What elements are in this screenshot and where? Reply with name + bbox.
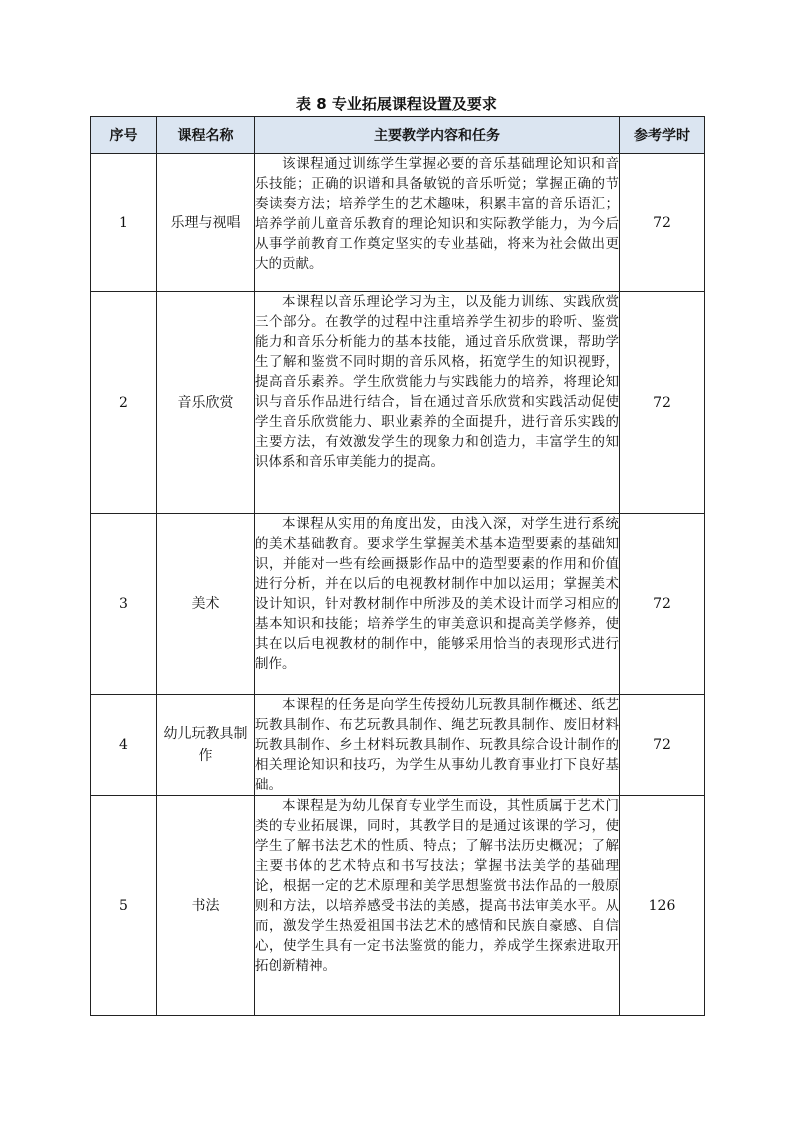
table-row [91,796,705,1016]
row-course-name: 幼儿玩教具制作 [157,695,255,796]
row-content-cell [255,154,620,292]
row-index: 3 [91,514,157,695]
row-hours: 126 [620,796,705,1016]
table-row [91,695,705,796]
course-table [90,116,705,1016]
row-index: 4 [91,695,157,796]
row-index: 5 [91,796,157,1016]
table-row [91,154,705,292]
row-content: 该课程通过训练学生掌握必要的音乐基础理论知识和音乐技能；正确的识谱和具备敏锐的音乐听觉；掌握正确的节奏读奏方法；培养学生的艺术趣味，积累丰富的音乐语汇；培养学前儿童音乐教育的理论知识和实际教学能力，为今后从事学前教育工作奠定坚实的专业基础，将来为社会做出更大的贡献。 [255,156,619,272]
row-hours: 72 [620,514,705,695]
row-course-name: 乐理与视唱 [157,154,255,292]
row-index: 2 [91,292,157,514]
table-header-row [91,117,705,154]
row-hours: 72 [620,292,705,514]
table-row [91,292,705,514]
table-caption: 表 8 专业拓展课程设置及要求 [296,95,497,113]
row-hours: 72 [620,695,705,796]
row-content: 本课程以音乐理论学习为主，以及能力训练、实践欣赏三个部分。在教学的过程中注重培养学生初步的聆听、鉴赏能力和音乐分析能力的基本技能，通过音乐欣赏课，帮助学生了解和鉴赏不同时期的音乐风格，拓宽学生的知识视野，提高音乐素养。学生欣赏能力与实践能力的培养，将理论知识与音乐作品进行结合，旨在通过音乐欣赏和实践活动促使学生音乐欣赏能力、职业素养的全面提升，进行音乐实践的主要方法，有效激发学生的现象力和创造力，丰富学生的知识体系和音乐审美能力的提高。 [255,294,619,470]
row-course-name: 美术 [157,514,255,695]
row-index: 1 [91,154,157,292]
table-row [91,514,705,695]
header-course-name: 课程名称 [157,117,255,154]
row-course-name: 音乐欣赏 [157,292,255,514]
row-content-cell [255,514,620,695]
row-content-cell [255,695,620,796]
header-index: 序号 [91,117,157,154]
header-content: 主要教学内容和任务 [255,117,620,154]
row-content-cell [255,292,620,514]
row-content: 本课程从实用的角度出发，由浅入深，对学生进行系统的美术基础教育。要求学生掌握美术基本造型要素的基础知识，并能对一些有绘画摄影作品中的造型要素的作用和价值进行分析，并在以后的电视教材制作中加以运用；掌握美术设计知识，针对教材制作中所涉及的美术设计而学习相应的基本知识和技能；培养学生的审美意识和提高美学修养，使其在以后电视教材的制作中，能够采用恰当的表现形式进行制作。 [255,516,619,672]
row-content: 本课程是为幼儿保育专业学生而设，其性质属于艺术门类的专业拓展课，同时，其教学目的是通过该课的学习，使学生了解书法艺术的性质、特点；了解书法历史概况；了解主要书体的艺术特点和书写技法；掌握书法美学的基础理论，根据一定的艺术原理和美学思想鉴赏书法作品的一般原则和方法，以培养感受书法的美感，提高书法审美水平。从而，激发学生热爱祖国书法艺术的感情和民族自豪感、自信心，使学生具有一定书法鉴赏的能力，养成学生探索进取开拓创新精神。 [255,798,619,974]
header-hours: 参考学时 [620,117,705,154]
row-content: 本课程的任务是向学生传授幼儿玩教具制作概述、纸艺玩教具制作、布艺玩教具制作、绳艺玩教具制作、废旧材料玩教具制作、乡土材料玩教具制作、玩教具综合设计制作的相关理论知识和技巧，为学生从事幼儿教育事业打下良好基础。 [255,697,619,793]
row-content-cell [255,796,620,1016]
row-course-name: 书法 [157,796,255,1016]
row-hours: 72 [620,154,705,292]
